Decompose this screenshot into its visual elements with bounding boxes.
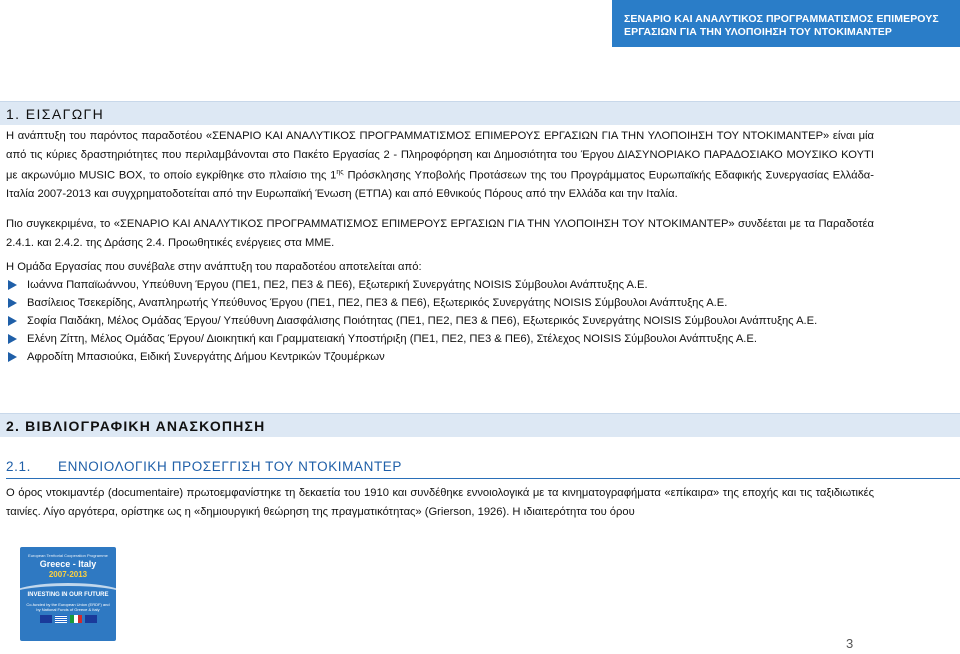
arrow-bullet-icon	[8, 298, 17, 308]
team-member-text: Ελένη Ζίττη, Μέλος Ομάδας Έργου/ Διοικητική και Γραμματειακή Υποστήριξη (ΠΕ1, ΠΕ2, ΠΕ3 & ΠΕ6), Στέλεχος NOISIS Σύμβουλοι Ανάπτυξης Α.Ε.	[27, 333, 757, 345]
team-member-text: Σοφία Παιδάκη, Μέλος Ομάδας Έργου/ Υπεύθυνη Διασφάλισης Ποιότητας (ΠΕ1, ΠΕ2, ΠΕ3 & ΠΕ6), Εξωτερικός Συνεργάτης NOISIS Σύμβουλοι Ανάπτυξης Α.Ε.	[27, 315, 818, 327]
list-item	[6, 312, 874, 330]
logo-flags	[20, 615, 116, 623]
list-item	[6, 330, 874, 348]
subsection-heading	[6, 459, 960, 479]
logo-name: Greece - Italy	[39, 559, 97, 569]
header-title-line1: ΣΕΝΑΡΙΟ ΚΑΙ ΑΝΑΛΥΤΙΚΟΣ ΠΡΟΓΡΑΜΜΑΤΙΣΜΟΣ ΕΠΙΜΕΡΟΥΣ	[624, 13, 939, 25]
document-header-band	[612, 0, 960, 47]
arrow-bullet-icon	[8, 352, 17, 362]
list-item	[6, 348, 874, 366]
eu-flag-icon	[40, 615, 52, 623]
italy-flag-icon	[70, 615, 82, 623]
documentary-definition-paragraph: Ο όρος ντοκιμαντέρ (documentaire) πρωτοεμφανίστηκε τη δεκαετία του 1910 και συνδέθηκε εννοιολογικά με τα κινηματογραφήματα «επίκαιρα» της εποχής και τις ταξιδιωτικές ταινίες. Λίγο αργότερα, ορίστηκε ως η «δημιουργική θεώρηση της πραγματικότητας» (Grierson, 1926). Η ιδιαιτερότητα του όρου	[6, 487, 874, 518]
team-member-list	[6, 276, 874, 366]
ordinal-superscript: ης	[336, 169, 344, 176]
logo-years: 2007-2013	[48, 570, 88, 579]
subsection-number: 2.1.	[6, 459, 31, 474]
intro-paragraph	[6, 127, 874, 204]
team-member-text: Αφροδίτη Μπασιούκα, Ειδική Συνεργάτης Δήμου Κεντρικών Τζουμέρκων	[27, 351, 385, 363]
arrow-bullet-icon	[8, 280, 17, 290]
arrow-bullet-icon	[8, 334, 17, 344]
arrow-bullet-icon	[8, 316, 17, 326]
subsection-title: ΕΝΝΟΙΟΛΟΓΙΚΗ ΠΡΟΣΕΓΓΙΣΗ ΤΟΥ ΝΤΟΚΙΜΑΝΤΕΡ	[58, 459, 403, 474]
intro-paragraph-text-a: Η ανάπτυξη του παρόντος παραδοτέου «ΣΕΝΑΡΙΟ ΚΑΙ ΑΝΑΛΥΤΙΚΟΣ ΠΡΟΓΡΑΜΜΑΤΙΣΜΟΣ ΕΠΙΜΕΡΟΥΣ ΕΡΓΑΣΙΩΝ ΓΙΑ ΤΗΝ ΥΛΟΠΟΙΗΣΗ ΤΟΥ ΝΤΟΚΙΜΑΝΤΕΡ» είναι μία από τις κύριες δραστηριότητες που περιλαμβάνονται στο Πακέτο Εργασίας 2 - Πληροφόρηση και Δημοσιότητα του Έργου ΔΙΑΣΥΝΟΡΙΑΚΟ ΠΑΡΑΔΟΣΙΑΚΟ ΜΟΥΣΙΚΟ ΚΟΥΤΙ με ακρωνύμιο MUSIC BOX, το οποίο εγκρίθηκε στο πλαίσιο της 1	[6, 130, 874, 182]
deliverable-link-paragraph: Πιο συγκεκριμένα, το «ΣΕΝΑΡΙΟ ΚΑΙ ΑΝΑΛΥΤΙΚΟΣ ΠΡΟΓΡΑΜΜΑΤΙΣΜΟΣ ΕΠΙΜΕΡΟΥΣ ΕΡΓΑΣΙΩΝ ΓΙΑ ΤΗΝ ΥΛΟΠΟΙΗΣΗ ΤΟΥ ΝΤΟΚΙΜΑΝΤΕΡ» συνδέεται με τα Παραδοτέα 2.4.1. και 2.4.2. της Δράσης 2.4. Προωθητικές ενέργειες στα ΜΜΕ.	[6, 218, 874, 249]
page-number: 3	[846, 636, 854, 651]
section-heading-introduction: 1. ΕΙΣΑΓΩΓΗ	[0, 101, 960, 125]
header-title-line2: ΕΡΓΑΣΙΩΝ ΓΙΑ ΤΗΝ ΥΛΟΠΟΙΗΣΗ ΤΟΥ ΝΤΟΚΙΜΑΝΤΕΡ	[624, 26, 892, 38]
team-member-text: Ιωάννα Παπαϊωάννου, Υπεύθυνη Έργου (ΠΕ1, ΠΕ2, ΠΕ3 & ΠΕ6), Εξωτερική Συνεργάτης NOISIS Σύμβουλοι Ανάπτυξης Α.Ε.	[27, 279, 648, 291]
list-item	[6, 294, 874, 312]
logo-cofunded-text: Co-funded by the European Union (ERDF) and by National Funds of Greece & Italy	[26, 602, 110, 612]
logo-wave-graphic	[20, 583, 116, 607]
section-heading-literature-review: 2. ΒΙΒΛΙΟΓΡΑΦΙΚΗ ΑΝΑΣΚΟΠΗΣΗ	[0, 413, 960, 437]
greece-italy-programme-logo	[20, 547, 116, 641]
logo-slogan: INVESTING IN OUR FUTURE	[27, 592, 109, 598]
greece-flag-icon	[55, 615, 67, 623]
logo-programme-text: European Territorial Cooperation Programme	[28, 553, 108, 558]
list-item	[6, 276, 874, 294]
eu-flag-icon	[85, 615, 97, 623]
team-intro-paragraph: Η Ομάδα Εργασίας που συνέβαλε στην ανάπτυξη του παραδοτέου αποτελείται από:	[6, 261, 422, 273]
team-member-text: Βασίλειος Τσεκερίδης, Αναπληρωτής Υπεύθυνος Έργου (ΠΕ1, ΠΕ2, ΠΕ3 & ΠΕ6), Εξωτερικός Συνεργάτης NOISIS Σύμβουλοι Ανάπτυξης Α.Ε.	[27, 297, 728, 309]
intro-paragraph-text-b: Πρόσκλησης Υποβολής Προτάσεων της του Προγράμματος Ευρωπαϊκής Εδαφικής Συνεργασίας Ελλάδα-Ιταλία 2007-2013 και συγχρηματοδοτείται από την Ευρωπαϊκή Ένωση (ΕΤΠΑ) και από Εθνικούς Πόρους από την Ελλάδα και την Ιταλία.	[6, 169, 874, 201]
